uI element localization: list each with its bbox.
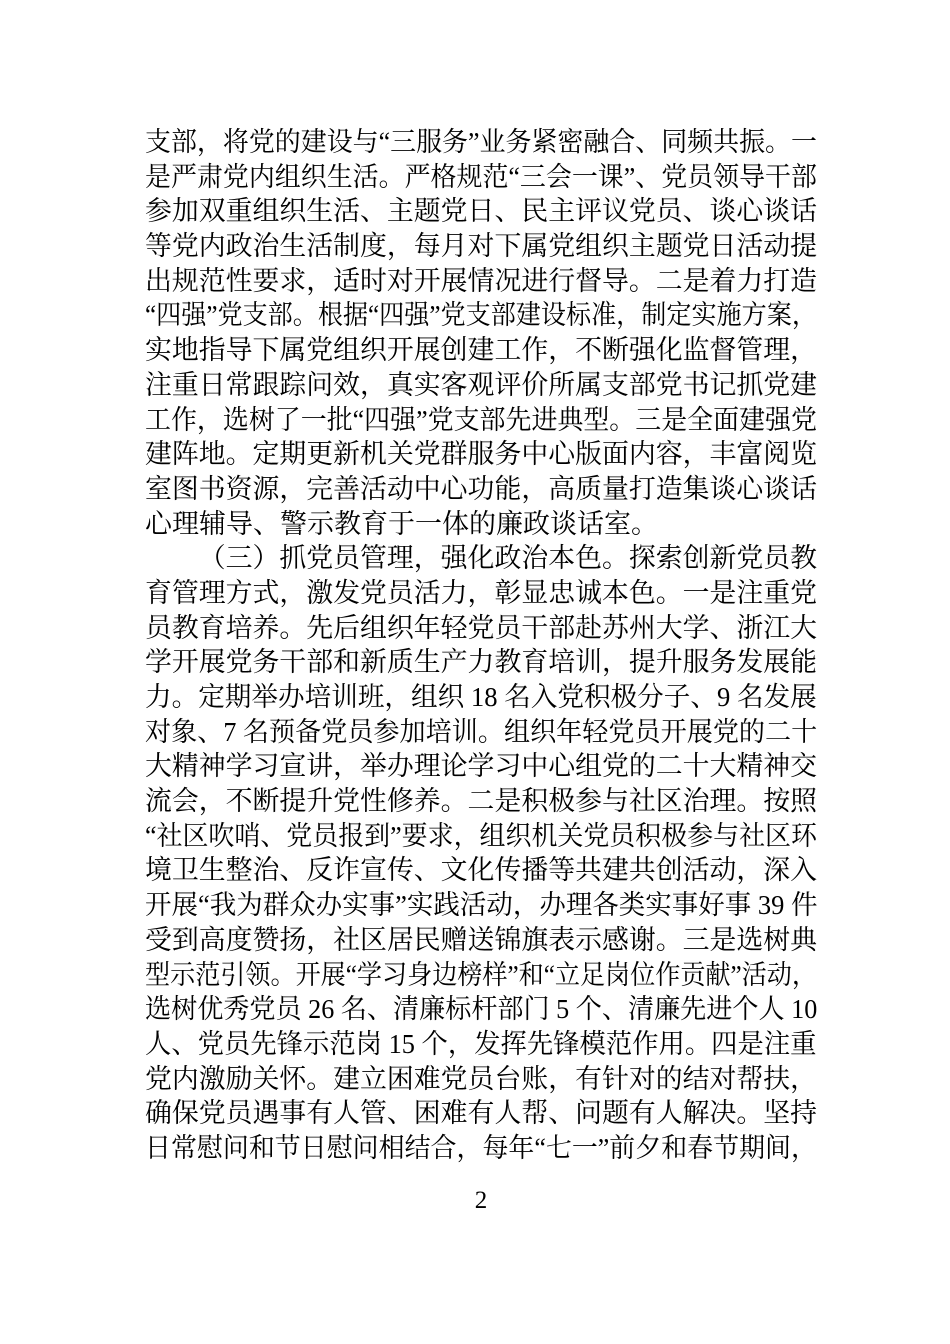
text-line: “四强”党支部。根据“四强”党支部建设标准，制定实施方案， bbox=[145, 300, 817, 331]
text-line: 型示范引领。开展“学习身边榜样”和“立足岗位作贡献”活动， bbox=[145, 959, 817, 990]
text-line: 选树优秀党员 26 名、清廉标杆部门 5 个、清廉先进个人 10 bbox=[145, 994, 818, 1025]
text-line: “社区吹哨、党员报到”要求，组织机关党员积极参与社区环 bbox=[145, 820, 817, 851]
document-body bbox=[145, 125, 817, 1166]
text-line: 等党内政治生活制度，每月对下属党组织主题党日活动提 bbox=[145, 231, 817, 262]
text-line: 是严肃党内组织生活。严格规范“三会一课”、党员领导干部 bbox=[145, 161, 817, 192]
text-line: 注重日常跟踪问效，真实客观评价所属支部党书记抓党建 bbox=[145, 369, 817, 400]
text-line: 参加双重组织生活、主题党日、民主评议党员、谈心谈话 bbox=[145, 196, 817, 227]
text-line: 育管理方式，激发党员活力，彰显忠诚本色。一是注重党 bbox=[145, 577, 817, 608]
text-line-paragraph-start: （三）抓党员管理，强化政治本色。探索创新党员教 bbox=[198, 543, 817, 574]
text-line: 支部，将党的建设与“三服务”业务紧密融合、同频共振。一 bbox=[145, 127, 817, 157]
text-line: 实地指导下属党组织开展创建工作，不断强化监督管理， bbox=[145, 335, 817, 366]
text-line: 对象、7 名预备党员参加培训。组织年轻党员开展党的二十 bbox=[145, 716, 818, 747]
text-line: 建阵地。定期更新机关党群服务中心版面内容，丰富阅览 bbox=[145, 439, 817, 470]
page-number: 2 bbox=[474, 1187, 488, 1214]
text-line: 员教育培养。先后组织年轻党员干部赴苏州大学、浙江大 bbox=[145, 612, 817, 643]
text-line: 日常慰问和节日慰问相结合，每年“七一”前夕和春节期间， bbox=[145, 1132, 817, 1163]
text-line: 党内激励关怀。建立困难党员台账，有针对的结对帮扶， bbox=[145, 1063, 817, 1094]
text-line: 确保党员遇事有人管、困难有人帮、问题有人解决。坚持 bbox=[145, 1098, 817, 1129]
text-line: 开展“我为群众办实事”实践活动，办理各类实事好事 39 件 bbox=[145, 890, 818, 921]
text-line: 流会，不断提升党性修养。二是积极参与社区治理。按照 bbox=[145, 786, 817, 817]
text-line-paragraph-end: 心理辅导、警示教育于一体的廉政谈话室。 bbox=[145, 508, 658, 539]
text-line: 力。定期举办培训班，组织 18 名入党积极分子、9 名发展 bbox=[145, 682, 817, 712]
text-line: 工作，选树了一批“四强”党支部先进典型。三是全面建强党 bbox=[145, 404, 817, 435]
text-line: 受到高度赞扬，社区居民赠送锦旗表示感谢。三是选树典 bbox=[145, 924, 817, 955]
text-line: 出规范性要求，适时对开展情况进行督导。二是着力打造 bbox=[145, 265, 817, 296]
text-line: 人、党员先锋示范岗 15 个，发挥先锋模范作用。四是注重 bbox=[145, 1028, 817, 1059]
text-line: 学开展党务干部和新质生产力教育培训，提升服务发展能 bbox=[145, 647, 817, 678]
text-line: 境卫生整治、反诈宣传、文化传播等共建共创活动，深入 bbox=[145, 855, 817, 886]
text-line: 大精神学习宣讲，举办理论学习中心组党的二十大精神交 bbox=[145, 751, 817, 782]
text-line: 室图书资源，完善活动中心功能，高质量打造集谈心谈话 bbox=[145, 473, 817, 504]
